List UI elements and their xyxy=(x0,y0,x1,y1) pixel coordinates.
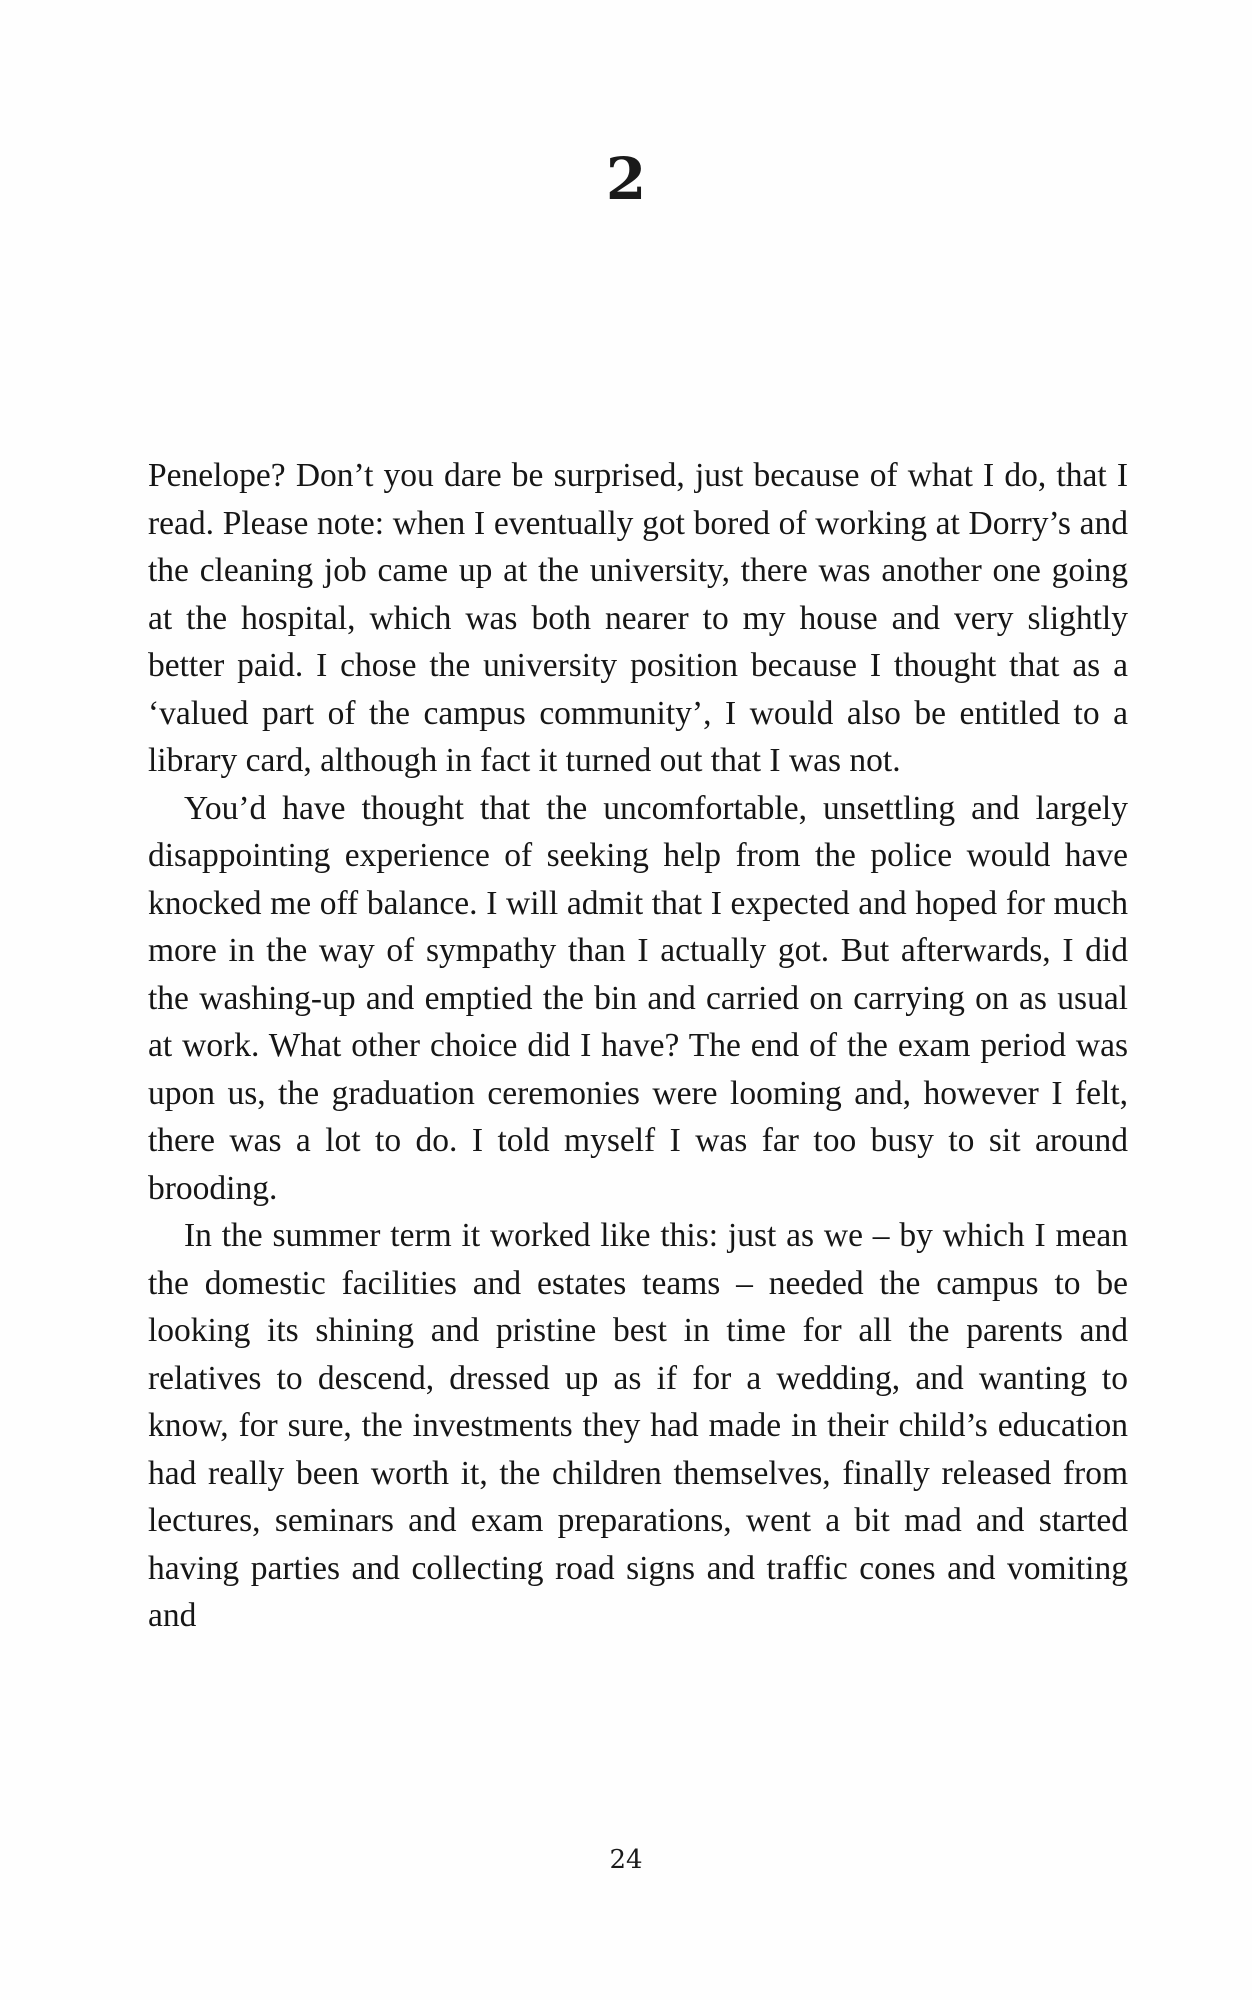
paragraph: You’d have thought that the uncomfortable, unsettling and largely disappointing experience of seeking help from the police would have knocked me off balance. I will admit that I expected and hoped for much more in the way of sympathy than I actually got. But afterwards, I did the washing-up and emptied the bin and carried on carrying on as usual at work. What other choice did I have? The end of the exam period was upon us, the graduation ceremonies were looming and, however I felt, there was a lot to do. I told myself I was far too busy to sit around brooding. xyxy=(148,789,1128,1207)
body-text xyxy=(148,452,1128,1640)
paragraph: Penelope? Don’t you dare be surprised, just because of what I do, that I read. Please note: when I eventually got bored of working at Dorry’s and the cleaning job came up at the university, there was another one going at the hospital, which was both nearer to my house and very slightly better paid. I chose the university position because I thought that as a ‘valued part of the campus community’, I would also be entitled to a library card, although in fact it turned out that I was not. xyxy=(148,457,1128,779)
chapter-number: 2 xyxy=(605,145,647,213)
page-number: 24 xyxy=(609,1845,643,1875)
paragraph: In the summer term it worked like this: just as we – by which I mean the domestic facilities and estates teams – needed the campus to be looking its shining and pristine best in time for all the parents and relatives to descend, dressed up as if for a wedding, and wanting to know, for sure, the investments they had made in their child’s education had really been worth it, the children themselves, finally released from lectures, seminars and exam preparations, went a bit mad and started having parties and collecting road signs and traffic cones and vomiting and xyxy=(148,1217,1128,1634)
